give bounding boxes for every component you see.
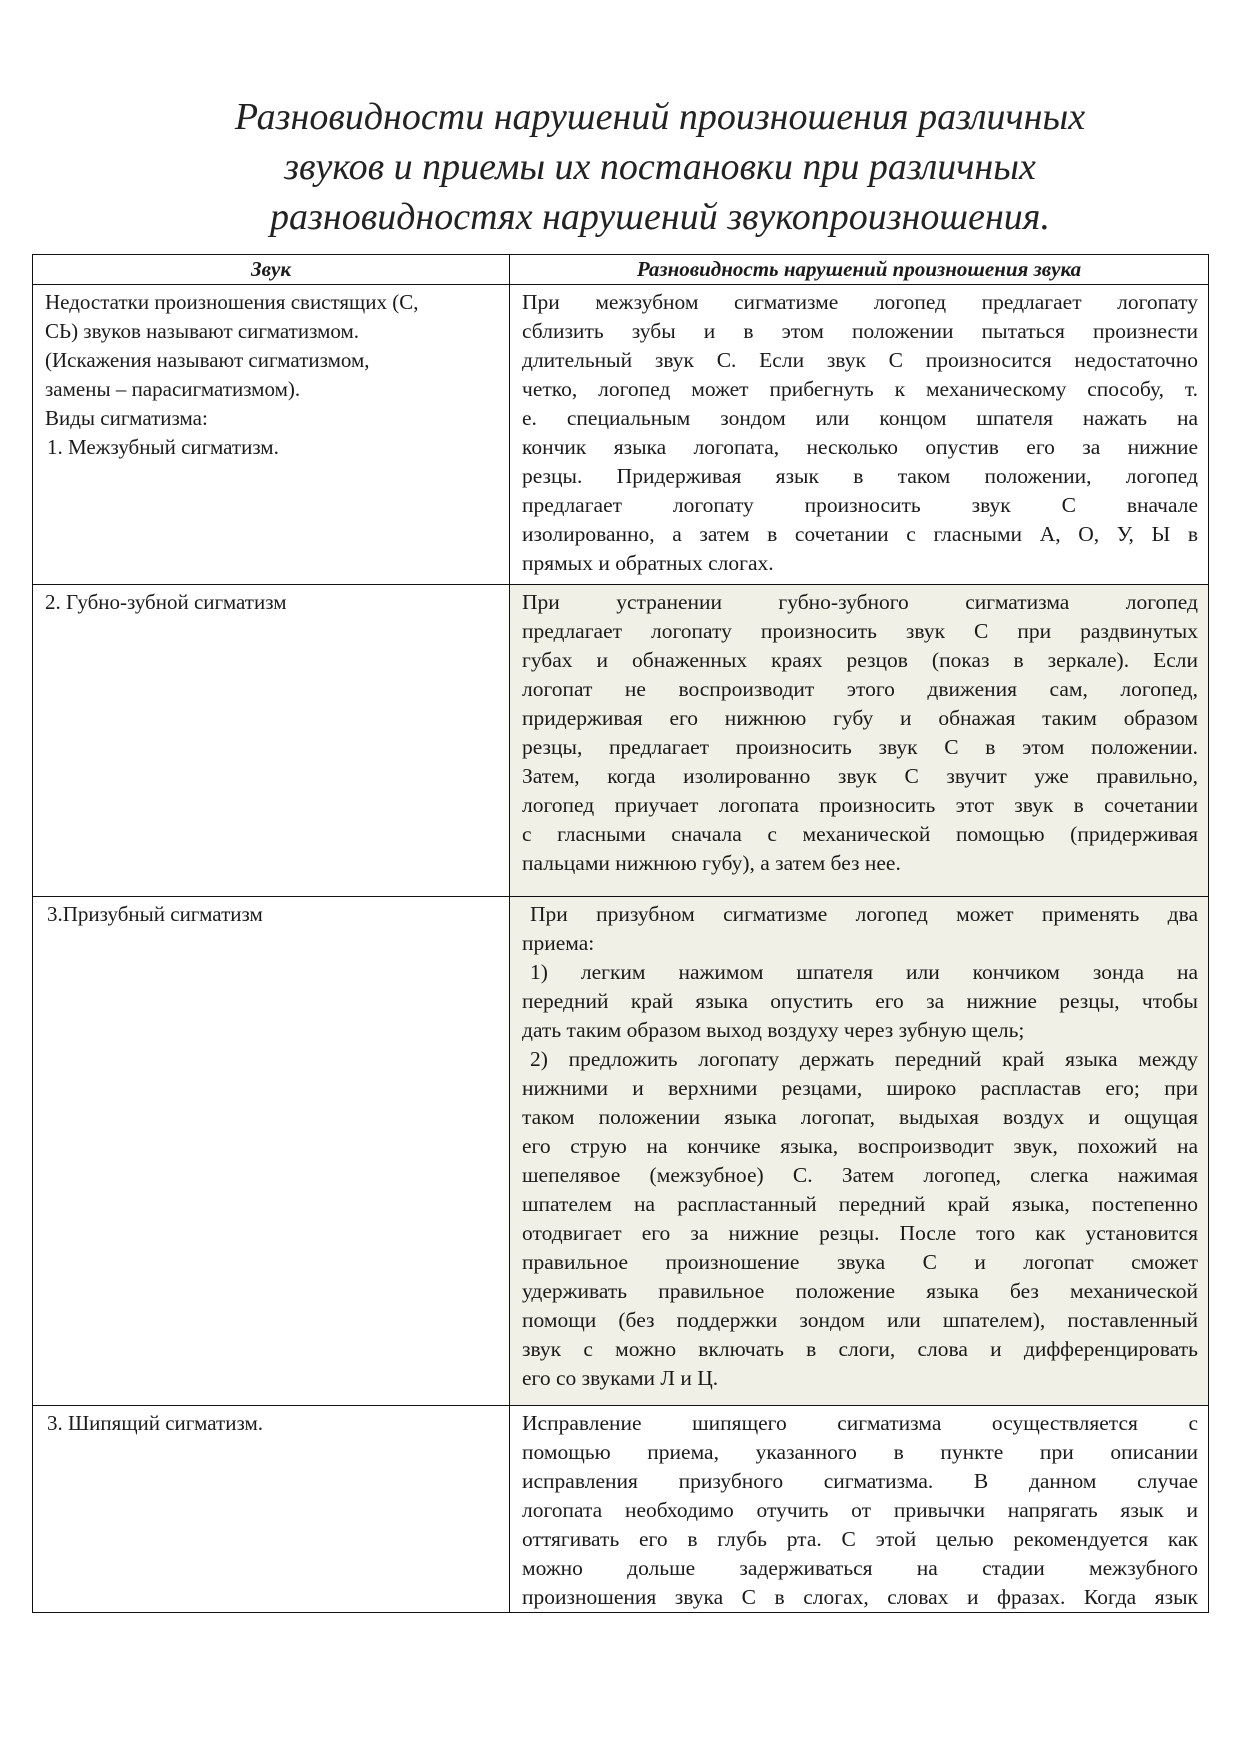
table-row xyxy=(33,1406,1209,1613)
cell-line: звук с можно включать в слоги, слова и дифференцировать xyxy=(522,1337,1198,1361)
cell-line: дать таким образом выход воздуху через зубную щель; xyxy=(522,1018,1025,1042)
cell-line: четко, логопед может прибегнуть к механическому способу, т. xyxy=(522,377,1198,401)
cell-line: с гласными сначала с механической помощью (придерживая xyxy=(522,822,1198,846)
cell-line: замены – парасигматизмом). xyxy=(45,377,301,401)
cell-line: шепелявое (межзубное) С. Затем логопед, слегка нажимая xyxy=(522,1163,1198,1187)
cell-line: произношения звука С в слогах, словах и фразах. Когда язык xyxy=(522,1585,1198,1609)
cell-line: резцы, предлагает произносить звук С в этом положении. xyxy=(522,735,1198,759)
table-header-row xyxy=(33,255,1209,285)
cell-line: сблизить зубы и в этом положении пытаться произнести xyxy=(522,319,1198,343)
table-row xyxy=(33,585,1209,897)
cell-line: отодвигает его за нижние резцы. После того как установится xyxy=(522,1221,1198,1245)
cell-line: предлагает логопату произносить звук С вначале xyxy=(522,493,1198,517)
cell-line: помощью приема, указанного в пункте при описании xyxy=(522,1440,1198,1464)
technique-cell xyxy=(510,585,1209,897)
cell-line: 3.Призубный сигматизм xyxy=(47,902,263,926)
cell-line: Виды сигматизма: xyxy=(45,406,208,430)
cell-line: Затем, когда изолированно звук С звучит уже правильно, xyxy=(522,764,1198,788)
column-header-disorder-type: Разновидность нарушений произношения звука xyxy=(510,255,1209,285)
cell-line: 3. Шипящий сигматизм. xyxy=(47,1411,263,1435)
cell-line: Исправление шипящего сигматизма осуществляется с xyxy=(522,1411,1198,1435)
cell-line: 1. Межзубный сигматизм. xyxy=(47,435,279,459)
cell-line: При устранении губно-зубного сигматизма логопед xyxy=(522,590,1198,614)
cell-line: кончик языка логопата, несколько опустив его за нижние xyxy=(522,435,1198,459)
cell-line: передний край языка опустить его за нижние резцы, чтобы xyxy=(522,989,1198,1013)
cell-line: Недостатки произношения свистящих (С, xyxy=(45,290,419,314)
title-line: звуков и приемы их постановки при различных xyxy=(284,146,1036,188)
sigmatism-table xyxy=(32,254,1209,1613)
cell-line: СЬ) звуков называют сигматизмом. xyxy=(45,319,360,343)
cell-line: помощи (без поддержки зондом или шпателем), поставленный xyxy=(522,1308,1198,1332)
cell-line: логопата необходимо отучить от привычки напрягать язык и xyxy=(522,1498,1198,1522)
cell-line: приема: xyxy=(522,931,595,955)
cell-line: е. специальным зондом или концом шпателя нажать на xyxy=(522,406,1198,430)
table-row xyxy=(33,285,1209,585)
cell-line: изолированно, а затем в сочетании с гласными А, О, У, Ы в xyxy=(522,522,1198,546)
cell-line: губах и обнаженных краях резцов (показ в зеркале). Если xyxy=(522,648,1198,672)
cell-line: При призубном сигматизме логопед может применять два xyxy=(530,902,1198,926)
technique-cell xyxy=(510,1406,1209,1613)
sound-cell xyxy=(33,585,510,897)
cell-line: таком положении языка логопат, выдыхая воздух и ощущая xyxy=(522,1105,1198,1129)
cell-line: 2. Губно-зубной сигматизм xyxy=(45,590,287,614)
cell-line: его со звуками Л и Ц. xyxy=(522,1366,719,1390)
cell-line: его струю на кончике языка, воспроизводит звук, похожий на xyxy=(522,1134,1198,1158)
cell-line: удерживать правильное положение языка без механической xyxy=(522,1279,1198,1303)
cell-line: (Искажения называют сигматизмом, xyxy=(45,348,370,372)
cell-line: правильное произношение звука С и логопат сможет xyxy=(522,1250,1198,1274)
technique-cell xyxy=(510,897,1209,1406)
cell-line: предлагает логопату произносить звук С при раздвинутых xyxy=(522,619,1198,643)
title-line: разновидностях нарушений звукопроизношения. xyxy=(270,196,1050,238)
technique-cell xyxy=(510,285,1209,585)
title-line: Разновидности нарушений произношения различных xyxy=(234,96,1086,138)
sound-cell xyxy=(33,1406,510,1613)
cell-line: логопат не воспроизводит этого движения сам, логопед, xyxy=(522,677,1198,701)
sound-cell xyxy=(33,285,510,585)
page-title xyxy=(160,92,1160,242)
table-row xyxy=(33,897,1209,1406)
cell-line: придерживая его нижнюю губу и обнажая таким образом xyxy=(522,706,1198,730)
cell-line: логопед приучает логопата произносить этот звук в сочетании xyxy=(522,793,1198,817)
cell-line: 2) предложить логопату держать передний край языка между xyxy=(530,1047,1198,1071)
cell-line: прямых и обратных слогах. xyxy=(522,551,774,575)
cell-line: нижними и верхними резцами, широко распластав его; при xyxy=(522,1076,1198,1100)
cell-line: резцы. Придерживая язык в таком положении, логопед xyxy=(522,464,1198,488)
cell-line: пальцами нижнюю губу), а затем без нее. xyxy=(522,851,901,875)
cell-line: можно дольше задерживаться на стадии межзубного xyxy=(522,1556,1198,1580)
cell-line: исправления призубного сигматизма. В данном случае xyxy=(522,1469,1198,1493)
cell-line: длительный звук С. Если звук С произносится недостаточно xyxy=(522,348,1198,372)
cell-line: шпателем на распластанный передний край языка, постепенно xyxy=(522,1192,1198,1216)
cell-line: оттягивать его в глубь рта. С этой целью рекомендуется как xyxy=(522,1527,1198,1551)
cell-line: При межзубном сигматизме логопед предлагает логопату xyxy=(522,290,1198,314)
sound-cell xyxy=(33,897,510,1406)
column-header-sound: Звук xyxy=(33,255,510,285)
cell-line: 1) легким нажимом шпателя или кончиком зонда на xyxy=(530,960,1198,984)
